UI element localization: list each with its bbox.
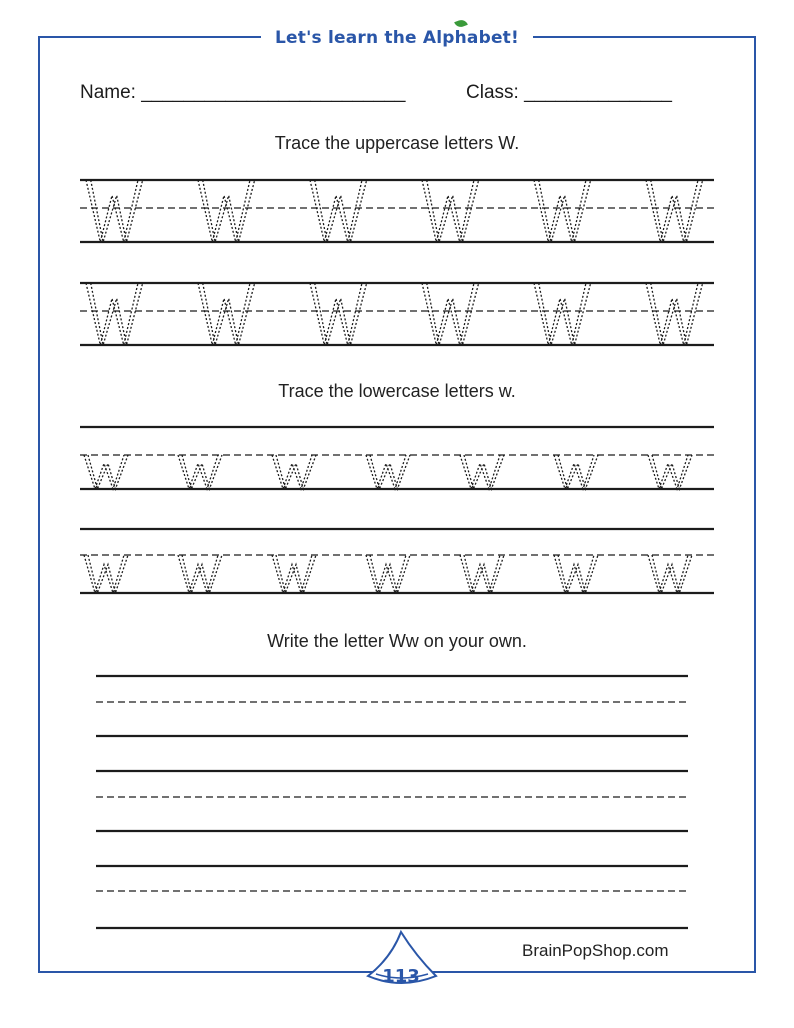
uppercase-instruction: Trace the uppercase letters W. <box>274 133 520 153</box>
uppercase-trace-letter <box>86 283 143 345</box>
site-credit: BrainPopShop.com <box>522 941 669 960</box>
lowercase-trace-letter <box>84 455 128 489</box>
lowercase-trace-letter <box>648 455 692 489</box>
uppercase-trace-letter <box>534 180 591 242</box>
page-title: Let's learn the Alphabet! <box>261 28 533 48</box>
lowercase-trace-letter <box>178 455 222 489</box>
lowercase-trace-letter <box>272 555 316 593</box>
lowercase-trace-area <box>80 427 714 593</box>
uppercase-trace-letter <box>198 180 255 242</box>
uppercase-trace-area <box>80 180 714 345</box>
uppercase-trace-letter <box>86 180 143 242</box>
lowercase-trace-letter <box>84 555 128 593</box>
write-practice-area <box>96 676 688 928</box>
lowercase-trace-letter <box>366 455 410 489</box>
lowercase-instruction: Trace the lowercase letters w. <box>278 381 516 401</box>
page-number-badge <box>356 928 446 998</box>
name-field[interactable]: Name: _________________________ <box>80 82 406 103</box>
page-number: 113 <box>382 966 420 987</box>
lowercase-trace-letter <box>554 455 598 489</box>
lowercase-trace-letter <box>460 455 504 489</box>
uppercase-trace-letter <box>422 283 479 345</box>
uppercase-trace-letter <box>534 283 591 345</box>
lowercase-trace-letter <box>178 555 222 593</box>
uppercase-trace-letter <box>310 283 367 345</box>
uppercase-trace-letter <box>422 180 479 242</box>
lowercase-trace-letter <box>366 555 410 593</box>
class-field[interactable]: Class: ______________ <box>466 82 673 103</box>
lowercase-trace-letter <box>272 455 316 489</box>
lowercase-trace-letter <box>648 555 692 593</box>
uppercase-trace-letter <box>198 283 255 345</box>
lowercase-trace-letter <box>554 555 598 593</box>
write-instruction: Write the letter Ww on your own. <box>267 631 527 651</box>
lowercase-trace-letter <box>460 555 504 593</box>
uppercase-trace-letter <box>310 180 367 242</box>
uppercase-trace-letter <box>646 180 703 242</box>
uppercase-trace-letter <box>646 283 703 345</box>
